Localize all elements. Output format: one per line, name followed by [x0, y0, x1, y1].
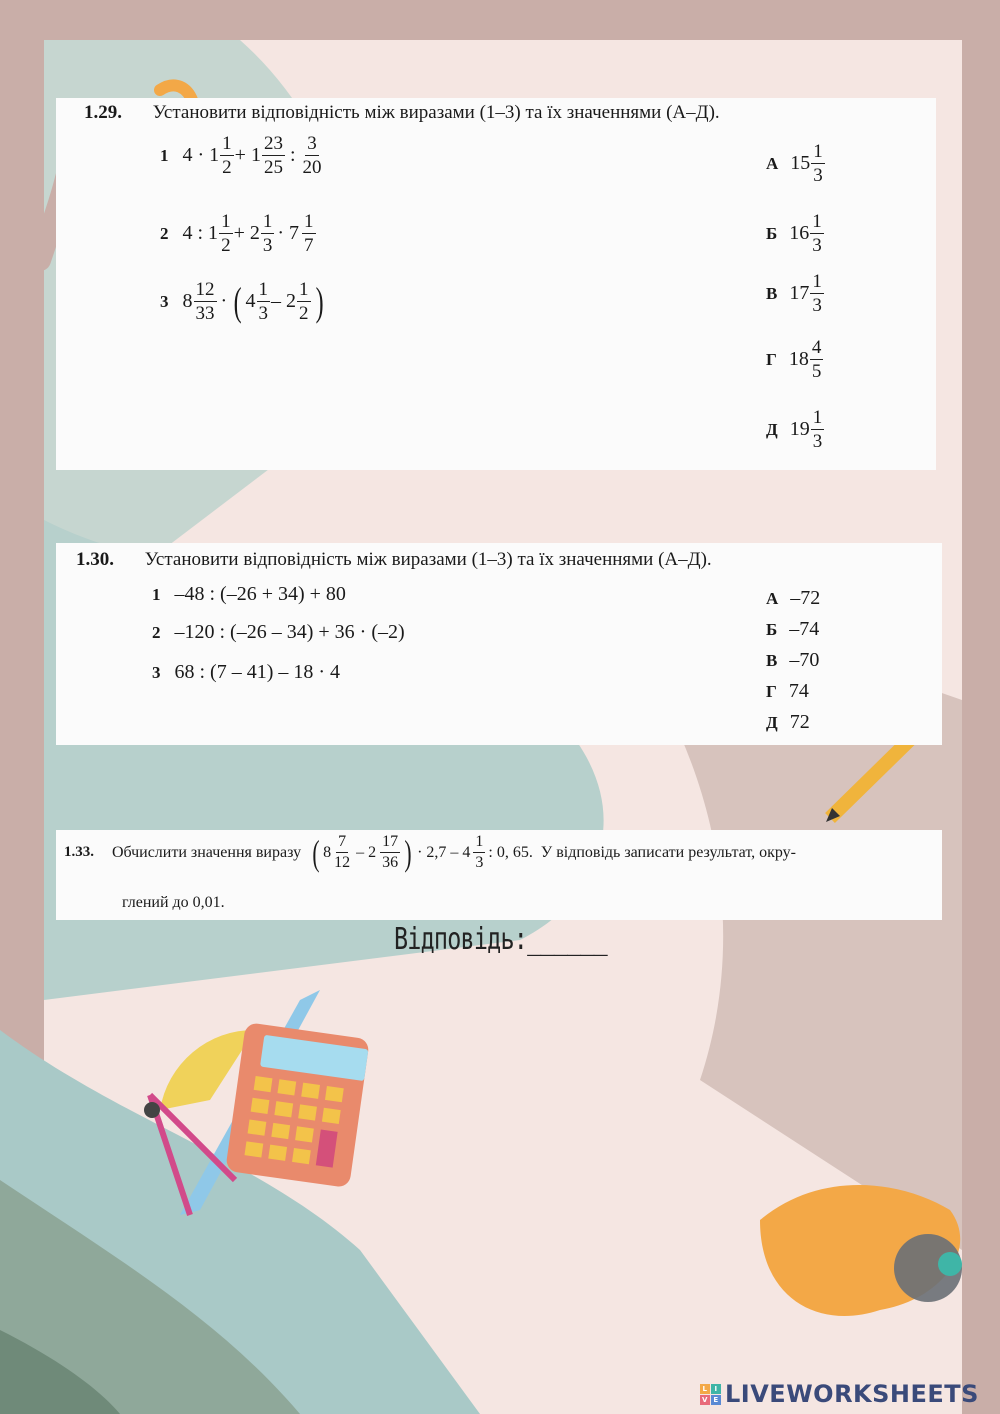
- expression-term: + 2: [233, 222, 260, 244]
- close-paren: ): [404, 832, 412, 873]
- fraction: $\frac{7}{12}$: [334, 833, 351, 871]
- question-line-2: глений до 0,01.: [122, 894, 225, 911]
- expression-label: 1: [160, 145, 169, 165]
- answer-option-d: [766, 408, 825, 451]
- answer-value: 72: [789, 711, 810, 733]
- fraction: $\frac{1}{3}$: [813, 141, 823, 186]
- fraction: $\frac{12}{33}$: [195, 279, 215, 324]
- answer-label: А: [766, 153, 779, 173]
- calculator-icon: [225, 1022, 370, 1188]
- fraction: $\frac{1}{2}$: [221, 211, 231, 256]
- answer-label: А: [766, 588, 779, 608]
- answer-option-b: [766, 618, 819, 641]
- question-header: [84, 102, 720, 124]
- expression-row-3: [160, 280, 327, 323]
- answer-value: –74: [789, 618, 820, 640]
- answer-label: В: [766, 650, 778, 670]
- answer-label: В: [766, 283, 778, 303]
- answer-option-v: [766, 272, 825, 315]
- fraction: $\frac{1}{2}$: [222, 133, 232, 178]
- expression-term: 4 : 1: [182, 222, 219, 244]
- expression-term: 4 · 1: [182, 144, 220, 166]
- expression-row-1: [152, 583, 346, 606]
- fraction: $\frac{1}{3}$: [258, 279, 268, 324]
- answer-label: Д: [766, 712, 778, 732]
- liveworksheets-logo: [700, 1380, 979, 1408]
- answer-label: Д: [766, 419, 778, 439]
- answer-label: Б: [766, 619, 778, 639]
- question-1-33-line-2: [122, 894, 225, 912]
- fraction: $\frac{1}{3}$: [475, 833, 484, 871]
- answer-whole: 15: [790, 152, 811, 174]
- expression-term: – 2: [356, 843, 377, 861]
- answer-input-line[interactable]: Відповідь:______: [394, 922, 607, 957]
- fraction: $\frac{1}{2}$: [299, 279, 309, 324]
- question-tail: У відповідь записати результат, окру-: [540, 843, 797, 861]
- expression-text: 68 : (7 – 41) – 18 · 4: [174, 661, 341, 683]
- expression-row-2: [160, 212, 317, 255]
- expression-label: 1: [152, 584, 161, 604]
- expression-term: 4: [245, 290, 256, 312]
- question-number: 1.30.: [76, 549, 114, 570]
- expression-label: 3: [160, 291, 169, 311]
- fraction: $\frac{1}{7}$: [304, 211, 314, 256]
- answer-label: Б: [766, 223, 778, 243]
- question-lead: Обчислити значення виразу: [112, 843, 302, 861]
- question-1-33-line-1: [64, 834, 796, 871]
- fraction: $\frac{1}{3}$: [812, 407, 823, 452]
- answer-option-a: [766, 587, 820, 610]
- question-prompt: Установити відповідність між виразами (1–3) та їх значеннями (А–Д).: [152, 102, 720, 123]
- expression-term: ·: [220, 290, 228, 312]
- fraction: $\frac{4}{5}$: [811, 337, 822, 382]
- expression-text: –120 : (–26 – 34) + 36 · (–2): [174, 621, 405, 643]
- question-1-29-card: [56, 98, 936, 470]
- fraction: $\frac{1}{3}$: [262, 211, 273, 256]
- expression-label: 2: [160, 223, 169, 243]
- answer-option-a: [766, 142, 826, 185]
- answer-whole: 18: [788, 348, 809, 370]
- close-paren: ): [315, 278, 324, 324]
- question-1-30-card: [56, 543, 942, 745]
- fraction: $\frac{1}{3}$: [812, 211, 822, 256]
- question-1-33-card: [56, 830, 942, 920]
- liveworksheets-logo-icon: L I V E: [700, 1384, 721, 1405]
- answer-option-d: [766, 711, 810, 734]
- expression-term: + 1: [234, 144, 261, 166]
- expression-label: 2: [152, 622, 161, 642]
- expression-term: 8: [182, 290, 193, 312]
- answer-option-v: [766, 649, 819, 672]
- answer-whole: 17: [789, 282, 810, 304]
- answer-option-g: [766, 338, 824, 381]
- answer-value: –72: [790, 587, 821, 609]
- open-paren: (: [233, 278, 242, 324]
- answer-label: Г: [766, 681, 777, 701]
- open-paren: (: [312, 832, 320, 873]
- answer-option-b: [766, 212, 825, 255]
- question-number: 1.33.: [64, 844, 94, 860]
- expression-term: · 7: [277, 222, 300, 244]
- fraction: $\frac{3}{20}$: [302, 133, 322, 178]
- expression-term: · 2,7 – 4: [417, 843, 471, 861]
- answer-whole: 16: [789, 222, 810, 244]
- fraction: $\frac{23}{25}$: [263, 133, 283, 178]
- expression-text: –48 : (–26 + 34) + 80: [174, 583, 346, 605]
- answer-label: Г: [766, 349, 777, 369]
- expression-term: : 0, 65.: [488, 843, 533, 861]
- answer-value: –70: [789, 649, 820, 671]
- expression-term: – 2: [271, 290, 296, 312]
- question-number: 1.29.: [84, 102, 122, 123]
- expression-term: :: [289, 144, 296, 166]
- question-prompt: Установити відповідність між виразами (1–3) та їх значеннями (А–Д).: [144, 549, 712, 570]
- answer-value: 74: [788, 680, 809, 702]
- fraction: $\frac{17}{36}$: [382, 833, 399, 871]
- answer-whole: 19: [789, 418, 810, 440]
- expression-row-3: [152, 661, 340, 684]
- expression-row-1: [160, 134, 325, 177]
- expression-term: 8: [323, 843, 332, 861]
- fraction: $\frac{1}{3}$: [812, 271, 822, 316]
- expression-label: 3: [152, 662, 161, 682]
- logo-text: LIVEWORKSHEETS: [725, 1380, 979, 1408]
- question-header: [76, 549, 712, 571]
- expression-row-2: [152, 621, 405, 644]
- answer-option-g: [766, 680, 809, 703]
